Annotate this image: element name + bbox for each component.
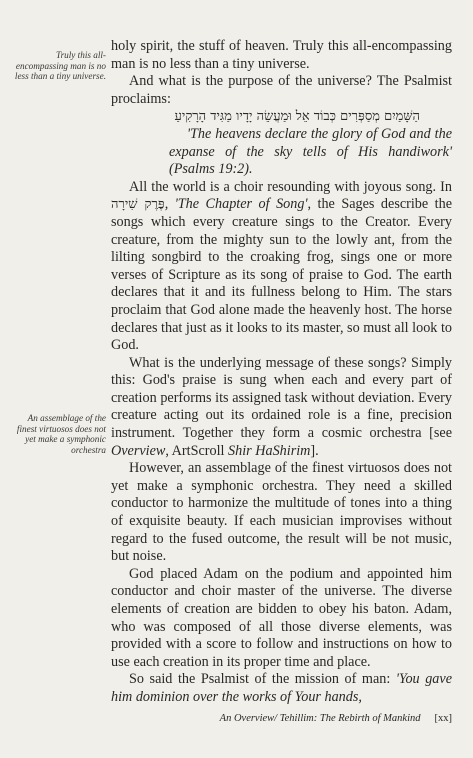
p3-start: All the world is a choir resounding with joyous song. In bbox=[129, 178, 452, 195]
page-footer bbox=[111, 713, 452, 724]
paragraph-holy-spirit: holy spirit, the stuff of heaven. Truly this all-encompassing man is no less than a tiny universe. bbox=[111, 38, 452, 72]
overview-reference: Overview bbox=[111, 442, 166, 459]
shir-hashirim-reference: Shir HaShirim bbox=[228, 442, 311, 459]
p4-start: What is the underlying message of these songs? Simply this: God's praise is sung when each and every part of creation performs its assigned task without deviation. Every creature acting out its ordained role is a fine, precision instrument. Together they form a cosmic orchestra [see bbox=[111, 354, 452, 442]
margin-note-tiny-universe: Truly this all-encompassing man is no less than a tiny universe. bbox=[14, 50, 106, 81]
p7-start: So said the Psalmist of the mission of man: bbox=[129, 671, 396, 688]
p4-mid: , ArtScroll bbox=[165, 442, 229, 459]
perek-shirah-hebrew: פֶּרֶק שִׁירָה bbox=[111, 197, 165, 213]
chapter-of-song-title: , 'The Chapter of Song' bbox=[164, 196, 308, 213]
paragraph-dominion bbox=[111, 671, 452, 706]
paragraph-virtuosos: However, an assemblage of the finest virtuosos does not yet make a symphonic orchestra. They need a skilled conductor to harmonize the multitude of tones into a thing of exquisite beauty. If each musician improvises without regard to the fused outcome, the result will be not music, but noise. bbox=[111, 460, 452, 565]
main-text-column bbox=[111, 38, 452, 707]
paragraph-purpose: And what is the purpose of the universe? The Psalmist proclaims: bbox=[111, 73, 452, 107]
p3-end: , the Sages describe the songs which every creature sings to the Creator. Every creature, from the mighty sun to the lowly ant, from the lilting songbird to the croaking frog, sings one or more verses of Scripture as its song of praise to God. The earth declares that it and its fullness belong to Him. The stars proclaim that God alone made the heavenly host. The horse declares that just as it looks to its master, so must all look to God. bbox=[111, 196, 453, 354]
page-number: [xx] bbox=[434, 713, 452, 724]
margin-note-virtuosos: An assemblage of the finest virtuosos does not yet make a symphonic orchestra bbox=[16, 413, 106, 455]
hebrew-verse: הַשָּׁמַיִם מְסַפְּרִים כְּבוֹד אֵל וּמַעֲשֵׂה יָדָיו מַגִּיד הָרָקִיעַ bbox=[174, 109, 420, 125]
running-title: An Overview/ Tehillim: The Rebirth of Mankind bbox=[219, 713, 421, 724]
verse-translation: 'The heavens declare the glory of God and the expanse of the sky tells of His handiwork' (Psalms 19:2). bbox=[169, 125, 452, 178]
paragraph-choir bbox=[111, 179, 452, 355]
paragraph-message bbox=[111, 355, 452, 461]
paragraph-adam: God placed Adam on the podium and appointed him conductor and choir master of the universe. The diverse elements of creation are bidden to obey his baton. Adam, who was composed of all those diverse elements, was provided with a score to follow and instructions on how to use each creation in its proper time and place. bbox=[111, 565, 452, 670]
p4-end: ]. bbox=[310, 442, 319, 459]
dominion-quote: 'You gave him dominion over the works of Your hands, bbox=[111, 671, 452, 705]
